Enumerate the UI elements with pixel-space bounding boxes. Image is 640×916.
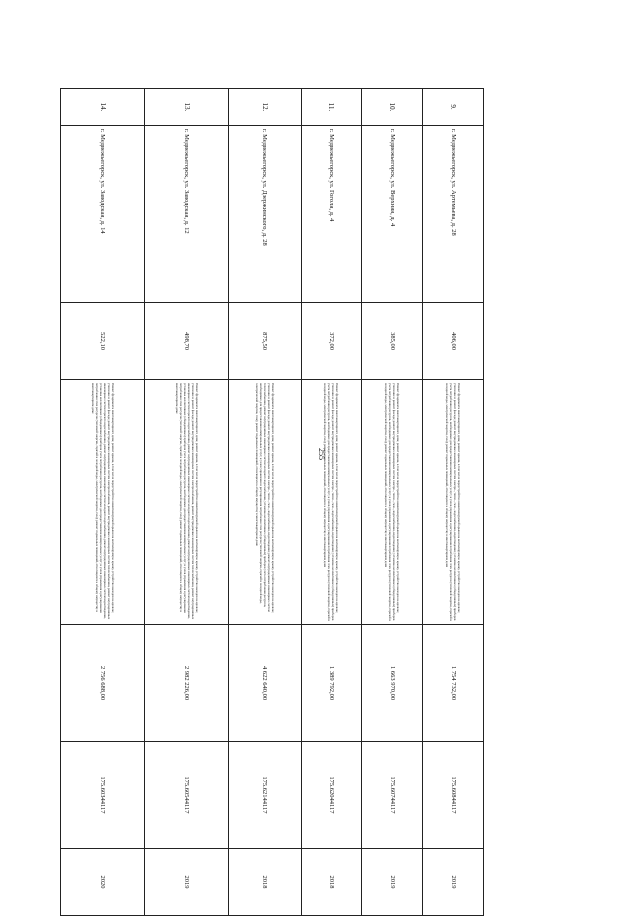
rotated-table-container: [60, 88, 484, 889]
row-code: 175.62044117: [301, 742, 362, 849]
row-address: г. Медвежьегорск, ул. Заводская, д. 14: [61, 126, 145, 303]
row-area: 522,10: [61, 303, 145, 380]
row-area: 875,50: [229, 303, 301, 380]
table-row: [301, 89, 362, 916]
row-address: г. Медвежьегорск, ул. Заводская, д. 12: [145, 126, 229, 303]
capital-repair-table: [60, 88, 484, 916]
row-year: 2019: [145, 849, 229, 916]
row-number: 10.: [362, 89, 423, 126]
row-address: г. Медвежьегорск, ул. Гоголя, д. 4: [301, 126, 362, 303]
row-year: 2020: [61, 849, 145, 916]
row-number: 11.: [301, 89, 362, 126]
row-address: г. Медвежьегорск, ул. Верхняя, д. 4: [362, 126, 423, 303]
row-area: 385,00: [362, 303, 423, 380]
row-area: 372,00: [301, 303, 362, 380]
row-cost: 1 389 792,00: [301, 625, 362, 742]
row-number: 14.: [61, 89, 145, 126]
table-row: [362, 89, 423, 916]
row-year: 2018: [301, 849, 362, 916]
row-works: Ремонт фундамента многоквартирного дома; ремонт крыши, в том числе переустройство невентилируемой крыши на вентилируемую крышу, устройство выходов на кровлю; утепление и ремонт фасада; ремонт внутридомовых инженерных систем электро-, тепло-, газо-, водоснабжения, водоотведения; установка коллективных (общедомовых) приборов учета потребления ресурсов, необходимых для предоставления коммунальных услуг; и узлов управления и регулирования потребления этих ресурсов (тепловой энергии, горячей и холодной воды, электрической энергии, газа); ремонт подвальных помещений, относящихся к общему имуществу в многоквартирном доме: [362, 380, 423, 625]
row-year: 2018: [229, 849, 301, 916]
row-number: 9.: [423, 89, 484, 126]
row-year: 2019: [423, 849, 484, 916]
table-row: [145, 89, 229, 916]
row-works: Ремонт фундамента многоквартирного дома; ремонт крыши, в том числе переустройство невентилируемой крыши на вентилируемую крышу, устройство выходов на кровлю; утепление и ремонт фасада; ремонт внутридомовых инженерных систем электро-, тепло-, газо-, водоснабжения, водоотведения; ремонт внутридомовых инженерных систем теплоснабжения, ремонт внутридомовых инженерных систем холодного водоснабжения, установка коллективных (общедомовых) приборов учета потребления ресурсов, необходимых для предоставления коммунальных услуг; и узлов управления и регулирования потребления этих ресурсов (тепловой энергии, горячей и холодной воды, электрической энергии, газа); ремонт подвальных помещений, относящихся к общему имуществу в многоквартирном доме: [229, 380, 301, 625]
row-cost: 2 756 688,00: [61, 625, 145, 742]
page-number: 255: [317, 448, 326, 460]
table-row: [423, 89, 484, 916]
row-cost: 1 754 732,00: [423, 625, 484, 742]
table-row: [61, 89, 145, 916]
row-works: Ремонт фундамента многоквартирного дома; ремонт крыши, в том числе переустройство невентилируемой крыши на вентилируемую крышу, устройство выходов на кровлю; утепление и ремонт фасада; ремонт внутридомовых инженерных систем электро-, тепло-, газо-, водоснабжения, водоотведения; установка коллективных (общедомовых) приборов учета потребления ресурсов, необходимых для предоставления коммунальных услуг; и узлов управления и регулирования потребления этих ресурсов (тепловой энергии, горячей и холодной воды, электрической энергии, газа); ремонт подвальных помещений, относящихся к общему имуществу в многоквартирном доме: [423, 380, 484, 625]
row-address: г. Медвежьегорск, ул. Дзержинского, д. 28: [229, 126, 301, 303]
row-works: Ремонт фундамента многоквартирного дома; ремонт крыши, в том числе переустройство невентилируемой крыши на вентилируемую крышу, устройство выходов на кровлю; утепление и ремонт фасада; ремонт внутридомовых инженерных систем электроснабжения, ремонт внутридомовых инженерных систем теплоснабжения, ремонт внутридомовых инженерных систем горячего водоснабжения, ремонт внутридомовых инженерных систем холодного водоснабжения, ремонт внутридомовых инженерных систем водоотведения, установка коллективных (общедомовых) приборов учета потребления ресурсов, необходимых для предоставления коммунальных услуг; и узлов управления и регулирования потребления этих ресурсов (тепловой энергии, горячей и холодной воды, электрической энергии, газа); ремонт подвальных помещений, относящихся к общему имуществу в многоквартирном доме: [145, 380, 229, 625]
row-code: 175.60344117: [61, 742, 145, 849]
rotated-table-wrapper: [60, 88, 484, 889]
row-area: 406,00: [423, 303, 484, 380]
row-number: 13.: [145, 89, 229, 126]
row-code: 175.62144117: [229, 742, 301, 849]
row-code: 175.60744117: [362, 742, 423, 849]
row-cost: 2 982 226,00: [145, 625, 229, 742]
row-code: 175.60844117: [423, 742, 484, 849]
row-number: 12.: [229, 89, 301, 126]
row-cost: 1 663 970,00: [362, 625, 423, 742]
row-cost: 4 622 640,00: [229, 625, 301, 742]
row-area: 498,70: [145, 303, 229, 380]
row-year: 2019: [362, 849, 423, 916]
row-code: 175.60544117: [145, 742, 229, 849]
table-row: [229, 89, 301, 916]
row-works: Ремонт фундамента многоквартирного дома; ремонт крыши, в том числе переустройство невентилируемой крыши на вентилируемую крышу, устройство выходов на кровлю; утепление и ремонт фасада; ремонт внутридомовых инженерных систем электро-, тепло-, газо-, водоснабжения, водоотведения; установка коллективных (общедомовых) приборов учета потребления ресурсов, необходимых для предоставления коммунальных услуг; и узлов управления и регулирования потребления этих ресурсов (тепловой энергии, горячей и холодной воды, электрической энергии, газа); ремонт подвальных помещений, относящихся к общему имуществу в многоквартирном доме: [301, 380, 362, 625]
row-works: Ремонт фундамента многоквартирного дома; ремонт крыши, в том числе переустройство невентилируемой крыши на вентилируемую крышу, устройство выходов на кровлю; утепление и ремонт фасада; ремонт внутридомовых инженерных систем электроснабжения, ремонт внутридомовых инженерных систем теплоснабжения, ремонт внутридомовых инженерных систем горячего водоснабжения, ремонт внутридомовых инженерных систем холодного водоснабжения, ремонт внутридомовых инженерных систем водоотведения, установка коллективных (общедомовых) приборов учета потребления ресурсов, необходимых для предоставления коммунальных услуг; и узлов управления и регулирования потребления этих ресурсов (тепловой энергии, горячей и холодной воды, электрической энергии, газа); ремонт подвальных помещений, относящихся к общему имуществу в многоквартирном доме: [61, 380, 145, 625]
row-address: г. Медвежьегорск, ул. Артемьева, д. 28: [423, 126, 484, 303]
